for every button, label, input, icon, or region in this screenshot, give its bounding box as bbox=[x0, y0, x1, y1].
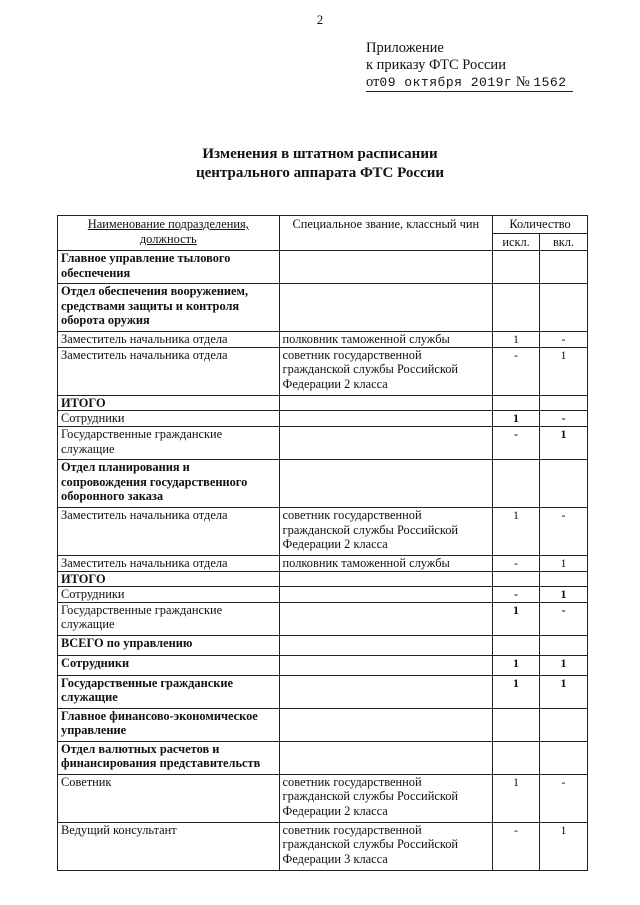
row-excl bbox=[493, 741, 540, 774]
table-row bbox=[58, 741, 588, 774]
row-excl: - bbox=[493, 555, 540, 571]
row-excl bbox=[493, 251, 540, 284]
row-name: Сотрудники bbox=[58, 655, 280, 675]
row-rank bbox=[279, 708, 493, 741]
row-rank bbox=[279, 587, 493, 603]
header-incl: вкл. bbox=[540, 233, 588, 251]
row-rank bbox=[279, 411, 493, 427]
row-incl: 1 bbox=[540, 822, 588, 870]
table-row bbox=[58, 411, 588, 427]
row-name: Сотрудники bbox=[58, 411, 280, 427]
row-rank: советник государственной гражданской службы Российской Федерации 2 класса bbox=[279, 507, 493, 555]
row-incl: 1 bbox=[540, 655, 588, 675]
row-excl: 1 bbox=[493, 774, 540, 822]
row-incl: 1 bbox=[540, 675, 588, 708]
header-excl: искл. bbox=[493, 233, 540, 251]
row-rank bbox=[279, 251, 493, 284]
row-name: Заместитель начальника отдела bbox=[58, 555, 280, 571]
row-incl: - bbox=[540, 411, 588, 427]
order-number: 1562 bbox=[533, 75, 567, 90]
row-excl: - bbox=[493, 822, 540, 870]
row-rank bbox=[279, 571, 493, 587]
table-row bbox=[58, 774, 588, 822]
row-rank bbox=[279, 395, 493, 411]
row-name: Отдел планирования и сопровождения государственного оборонного заказа bbox=[58, 459, 280, 507]
row-incl: 1 bbox=[540, 555, 588, 571]
row-rank bbox=[279, 675, 493, 708]
row-name: Главное управление тылового обеспечения bbox=[58, 251, 280, 284]
staff-changes-table bbox=[57, 215, 588, 871]
row-excl bbox=[493, 459, 540, 507]
row-incl: - bbox=[540, 507, 588, 555]
row-excl bbox=[493, 395, 540, 411]
row-rank bbox=[279, 459, 493, 507]
document-title bbox=[0, 145, 640, 183]
number-label: № bbox=[515, 74, 530, 90]
order-date-number bbox=[366, 74, 573, 92]
appendix-label: Приложение bbox=[366, 40, 444, 56]
table-row bbox=[58, 459, 588, 507]
row-name: Заместитель начальника отдела bbox=[58, 347, 280, 395]
row-rank bbox=[279, 284, 493, 332]
table-row bbox=[58, 655, 588, 675]
row-name: Отдел обеспечения вооружением, средствами защиты и контроля оборота оружия bbox=[58, 284, 280, 332]
row-excl bbox=[493, 571, 540, 587]
row-name: ИТОГО bbox=[58, 395, 280, 411]
title-line-2: центрального аппарата ФТС России bbox=[196, 165, 444, 181]
table-row bbox=[58, 635, 588, 655]
table-row bbox=[58, 602, 588, 635]
title-line-1: Изменения в штатном расписании bbox=[202, 146, 438, 162]
row-rank bbox=[279, 602, 493, 635]
row-name: Отдел валютных расчетов и финансирования представительств bbox=[58, 741, 280, 774]
row-rank bbox=[279, 741, 493, 774]
row-excl: - bbox=[493, 587, 540, 603]
table-row bbox=[58, 426, 588, 459]
row-name: Сотрудники bbox=[58, 587, 280, 603]
row-rank bbox=[279, 655, 493, 675]
row-name: Ведущий консультант bbox=[58, 822, 280, 870]
row-rank bbox=[279, 426, 493, 459]
row-rank: полковник таможенной службы bbox=[279, 332, 493, 348]
row-name: Государственные гражданские служащие bbox=[58, 426, 280, 459]
row-rank: полковник таможенной службы bbox=[279, 555, 493, 571]
row-name: Заместитель начальника отдела bbox=[58, 507, 280, 555]
row-name: ИТОГО bbox=[58, 571, 280, 587]
table-row bbox=[58, 587, 588, 603]
table-row bbox=[58, 708, 588, 741]
row-excl bbox=[493, 708, 540, 741]
row-incl bbox=[540, 251, 588, 284]
row-rank bbox=[279, 635, 493, 655]
row-incl bbox=[540, 708, 588, 741]
header-quantity: Количество bbox=[493, 216, 588, 234]
order-reference: к приказу ФТС России bbox=[366, 57, 506, 73]
table-row bbox=[58, 571, 588, 587]
row-excl: 1 bbox=[493, 602, 540, 635]
row-name: Заместитель начальника отдела bbox=[58, 332, 280, 348]
row-excl bbox=[493, 284, 540, 332]
row-rank: советник государственной гражданской службы Российской Федерации 3 класса bbox=[279, 822, 493, 870]
from-label: от bbox=[366, 74, 380, 90]
row-excl: 1 bbox=[493, 675, 540, 708]
row-incl: - bbox=[540, 774, 588, 822]
row-incl bbox=[540, 741, 588, 774]
row-excl: 1 bbox=[493, 411, 540, 427]
row-incl bbox=[540, 635, 588, 655]
table-row bbox=[58, 395, 588, 411]
table-row bbox=[58, 555, 588, 571]
row-incl bbox=[540, 395, 588, 411]
row-incl: 1 bbox=[540, 426, 588, 459]
table-row bbox=[58, 284, 588, 332]
page-number: 2 bbox=[316, 12, 324, 27]
row-excl: 1 bbox=[493, 507, 540, 555]
row-name: Государственные гражданские служащие bbox=[58, 602, 280, 635]
table-row bbox=[58, 507, 588, 555]
appendix-block bbox=[366, 40, 573, 92]
row-incl: 1 bbox=[540, 587, 588, 603]
row-name: Государственные гражданские служащие bbox=[58, 675, 280, 708]
row-incl bbox=[540, 284, 588, 332]
order-date: 09 октября 2019г bbox=[379, 75, 513, 90]
row-incl: - bbox=[540, 602, 588, 635]
row-incl: 1 bbox=[540, 347, 588, 395]
row-rank: советник государственной гражданской службы Российской Федерации 2 класса bbox=[279, 774, 493, 822]
row-incl bbox=[540, 459, 588, 507]
header-name: Наименование подразделения, должность bbox=[58, 216, 280, 251]
row-name: Советник bbox=[58, 774, 280, 822]
row-incl bbox=[540, 571, 588, 587]
row-excl: - bbox=[493, 347, 540, 395]
table-row bbox=[58, 347, 588, 395]
row-incl: - bbox=[540, 332, 588, 348]
row-excl: 1 bbox=[493, 655, 540, 675]
row-excl: 1 bbox=[493, 332, 540, 348]
row-excl bbox=[493, 635, 540, 655]
row-name: ВСЕГО по управлению bbox=[58, 635, 280, 655]
header-rank: Специальное звание, классный чин bbox=[279, 216, 493, 251]
row-name: Главное финансово-экономическое управление bbox=[58, 708, 280, 741]
row-rank: советник государственной гражданской службы Российской Федерации 2 класса bbox=[279, 347, 493, 395]
table-row bbox=[58, 675, 588, 708]
row-excl: - bbox=[493, 426, 540, 459]
table-row bbox=[58, 332, 588, 348]
table-row bbox=[58, 822, 588, 870]
table-row bbox=[58, 251, 588, 284]
